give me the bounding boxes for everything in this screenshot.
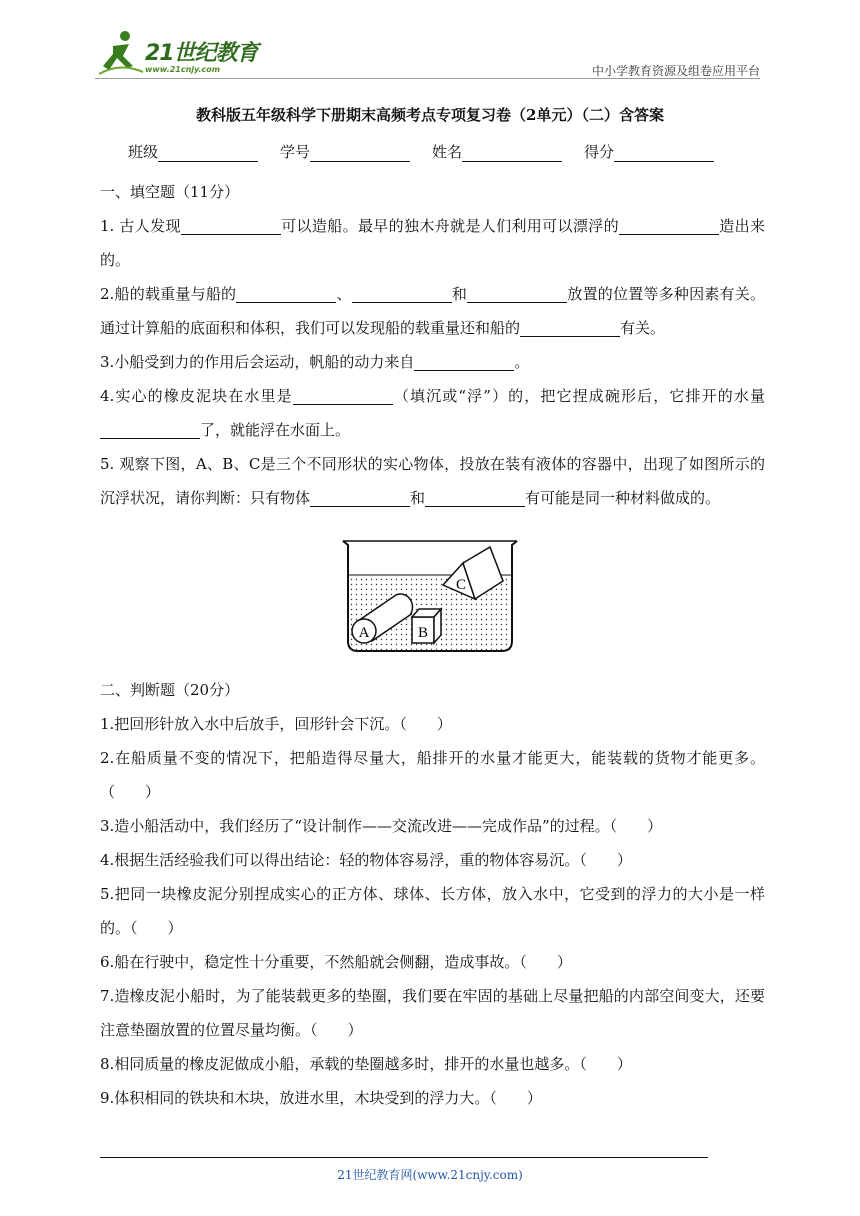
q2-sep-2: 和 — [451, 285, 468, 303]
q4-blank-2 — [100, 420, 200, 439]
student-info-row — [128, 141, 714, 162]
tf-question-6: 6.船在行驶中，稳定性十分重要，不然船就会侧翻，造成事故。（ ） — [100, 953, 572, 971]
header-divider — [95, 78, 760, 79]
footer-divider — [100, 1157, 708, 1158]
number-label: 学号 — [280, 143, 311, 161]
logo-text: 21世纪教育 — [145, 41, 258, 66]
number-blank — [310, 145, 410, 162]
document-body — [100, 175, 765, 1115]
tf-question-9: 9.体积相同的铁块和木块，放进水里，木块受到的浮力大。（ ） — [100, 1089, 542, 1107]
q5-text-a: 5. 观察下图，A、B、C是三个不同形状的实心物体，投放在装有液体的容器中，出现了如图所示的沉浮状况，请你判断：只有物体 — [100, 455, 765, 507]
class-field — [128, 141, 258, 162]
document-title: 教科版五年级科学下册期末高频考点专项复习卷（2单元）（二）含答案 — [196, 106, 664, 124]
q4-text-a: 4.实心的橡皮泥块在水里是 — [100, 387, 293, 405]
question-1 — [100, 209, 765, 277]
tf-question-8: 8.相同质量的橡皮泥做成小船，承载的垫圈越多时，排开的水量也越多。（ ） — [100, 1055, 632, 1073]
q4-text-b: （填沉或“浮”）的，把它捏成碗形后，它排开的水量 — [392, 387, 765, 405]
q2-blank-2 — [352, 284, 452, 303]
page-header — [95, 28, 760, 80]
q2-sep-1: 、 — [336, 285, 352, 303]
q2-blank-4 — [520, 318, 620, 337]
q4-blank-1 — [293, 386, 393, 405]
q5-blank-2 — [425, 488, 525, 507]
question-5 — [100, 447, 765, 515]
q1-text-a: 1. 古人发现 — [100, 217, 181, 235]
score-field — [584, 141, 714, 162]
q2-text-a: 2.船的载重量与船的 — [100, 285, 237, 303]
question-2 — [100, 277, 765, 345]
question-3 — [100, 345, 765, 379]
class-blank — [158, 145, 258, 162]
tf-question-7: 7.造橡皮泥小船时，为了能装载更多的垫圈，我们要在牢固的基础上尽量把船的内部空间变大，还要注意垫圈放置的位置尽量均衡。（ ） — [100, 987, 765, 1039]
q1-text-c: 造出来的。 — [100, 217, 765, 269]
q4-text-c: 了，就能浮在水面上。 — [200, 421, 351, 439]
q3-text-b: 。 — [514, 353, 530, 371]
section2-heading: 二、判断题（20分） — [100, 681, 240, 699]
q5-text-b: 有可能是同一种材料做成的。 — [525, 489, 721, 507]
name-field — [432, 141, 562, 162]
q5-sep: 和 — [410, 489, 426, 507]
logo-url: www.21cnjy.com — [145, 65, 221, 74]
tf-question-4: 4.根据生活经验我们可以得出结论：轻的物体容易浮，重的物体容易沉。（ ） — [100, 851, 632, 869]
class-label: 班级 — [128, 143, 159, 161]
tf-question-5: 5.把同一块橡皮泥分别捏成实心的正方体、球体、长方体，放入水中，它受到的浮力的大小是一样的。（ ） — [100, 885, 765, 937]
tf-question-3: 3.造小船活动中，我们经历了“设计制作——交流改进——完成作品”的过程。（ ） — [100, 817, 663, 835]
q1-blank-1 — [181, 216, 281, 235]
beaker-figure — [100, 533, 765, 663]
logo — [95, 28, 265, 78]
section1-heading: 一、填空题（11分） — [100, 183, 240, 201]
q3-text-a: 3.小船受到力的作用后会运动，帆船的动力来自 — [100, 353, 415, 371]
q2-text-c: 有关。 — [620, 319, 666, 337]
label-a: A — [358, 625, 370, 641]
runner-logo-icon — [95, 28, 145, 76]
q1-text-b: 可以造船。最早的独木舟就是人们利用可以漂浮的 — [280, 217, 619, 235]
q2-blank-3 — [467, 284, 567, 303]
platform-name: 中小学教育资源及组卷应用平台 — [591, 64, 760, 78]
beaker-diagram — [340, 533, 520, 658]
q3-blank — [414, 352, 514, 371]
q1-blank-2 — [619, 216, 719, 235]
footer-text: 21世纪教育网(www.21cnjy.com) — [337, 1168, 523, 1182]
name-label: 姓名 — [432, 143, 463, 161]
label-c: C — [455, 577, 467, 593]
score-blank — [614, 145, 714, 162]
question-4 — [100, 379, 765, 447]
number-field — [280, 141, 410, 162]
score-label: 得分 — [584, 143, 615, 161]
q2-text-b: 放置的位置等多种因素有关。通过计算船的底面积和体积，我们可以发现船的载重量还和船的 — [100, 285, 765, 337]
q2-blank-1 — [236, 284, 336, 303]
object-b — [412, 609, 441, 643]
name-blank — [462, 145, 562, 162]
tf-question-1: 1.把回形针放入水中后放手，回形针会下沉。（ ） — [100, 715, 452, 733]
label-b: B — [417, 625, 429, 641]
q5-blank-1 — [310, 488, 410, 507]
tf-question-2: 2.在船质量不变的情况下，把船造得尽量大，船排开的水量才能更大，能装载的货物才能更多。（ ） — [100, 749, 765, 801]
